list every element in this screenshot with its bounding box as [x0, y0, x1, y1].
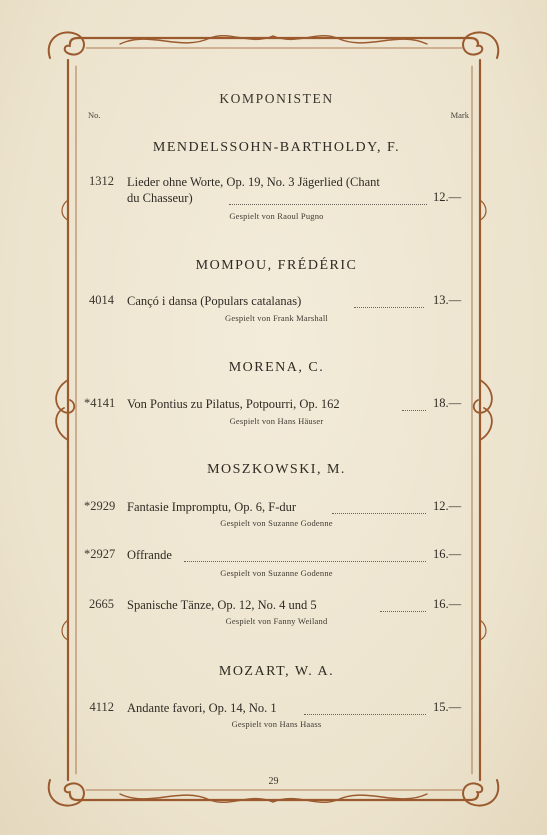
page-number: 29 — [268, 776, 279, 787]
record-number: *2927 — [84, 547, 116, 561]
record-number: *2929 — [84, 499, 116, 513]
price: 15.— — [433, 700, 462, 714]
performer-credit: Gespielt von Fanny Weiland — [225, 616, 328, 626]
price: 12.— — [433, 190, 462, 204]
piece-title: Fantasie Impromptu, Op. 6, F-dur — [127, 500, 297, 514]
piece-title-line: du Chasseur) — [127, 191, 193, 205]
composer-heading: MENDELSSOHN-BARTHOLDY, F. — [152, 140, 401, 155]
piece-title: Offrande — [127, 548, 172, 562]
page-title: KOMPONISTEN — [219, 91, 334, 106]
piece-title-line: Lieder ohne Worte, Op. 19, No. 3 Jägerlied (Chant — [127, 175, 380, 189]
price: 16.— — [433, 597, 462, 611]
performer-credit: Gespielt von Frank Marshall — [225, 313, 328, 323]
composer-heading: MOZART, W. A. — [218, 664, 335, 679]
composer-heading: MOMPOU, FRÉDÉRIC — [195, 258, 358, 273]
leader-dots — [332, 499, 426, 514]
composer-heading: MOSZKOWSKI, M. — [207, 462, 346, 477]
performer-credit: Gespielt von Suzanne Godenne — [220, 568, 333, 578]
leader-dots — [402, 396, 426, 411]
leader-dots — [380, 597, 426, 612]
piece-title: Spanische Tänze, Op. 12, No. 4 und 5 — [127, 598, 317, 612]
leader-dots — [184, 547, 426, 562]
price: 18.— — [433, 396, 462, 410]
performer-credit: Gespielt von Hans Haass — [231, 719, 322, 729]
record-number: 4112 — [89, 700, 114, 714]
leader-dots — [304, 700, 426, 715]
composer-heading: MORENA, C. — [228, 360, 325, 375]
performer-credit: Gespielt von Hans Häuser — [229, 416, 324, 426]
piece-title: Cançó i dansa (Populars catalanas) — [127, 294, 302, 308]
price: 13.— — [433, 293, 462, 307]
record-number: *4141 — [84, 396, 116, 410]
record-number: 1312 — [89, 174, 114, 188]
column-header-number: No. — [88, 110, 101, 120]
price: 12.— — [433, 499, 462, 513]
column-header-price: Mark — [450, 110, 469, 120]
piece-title: Von Pontius zu Pilatus, Potpourri, Op. 162 — [127, 397, 340, 411]
leader-dots — [354, 293, 424, 308]
performer-credit: Gespielt von Suzanne Godenne — [220, 518, 333, 528]
piece-title: Andante favori, Op. 14, No. 1 — [127, 701, 277, 715]
record-number: 2665 — [89, 597, 114, 611]
record-number: 4014 — [89, 293, 114, 307]
performer-credit: Gespielt von Raoul Pugno — [229, 211, 324, 221]
price: 16.— — [433, 547, 462, 561]
leader-dots — [229, 190, 427, 205]
